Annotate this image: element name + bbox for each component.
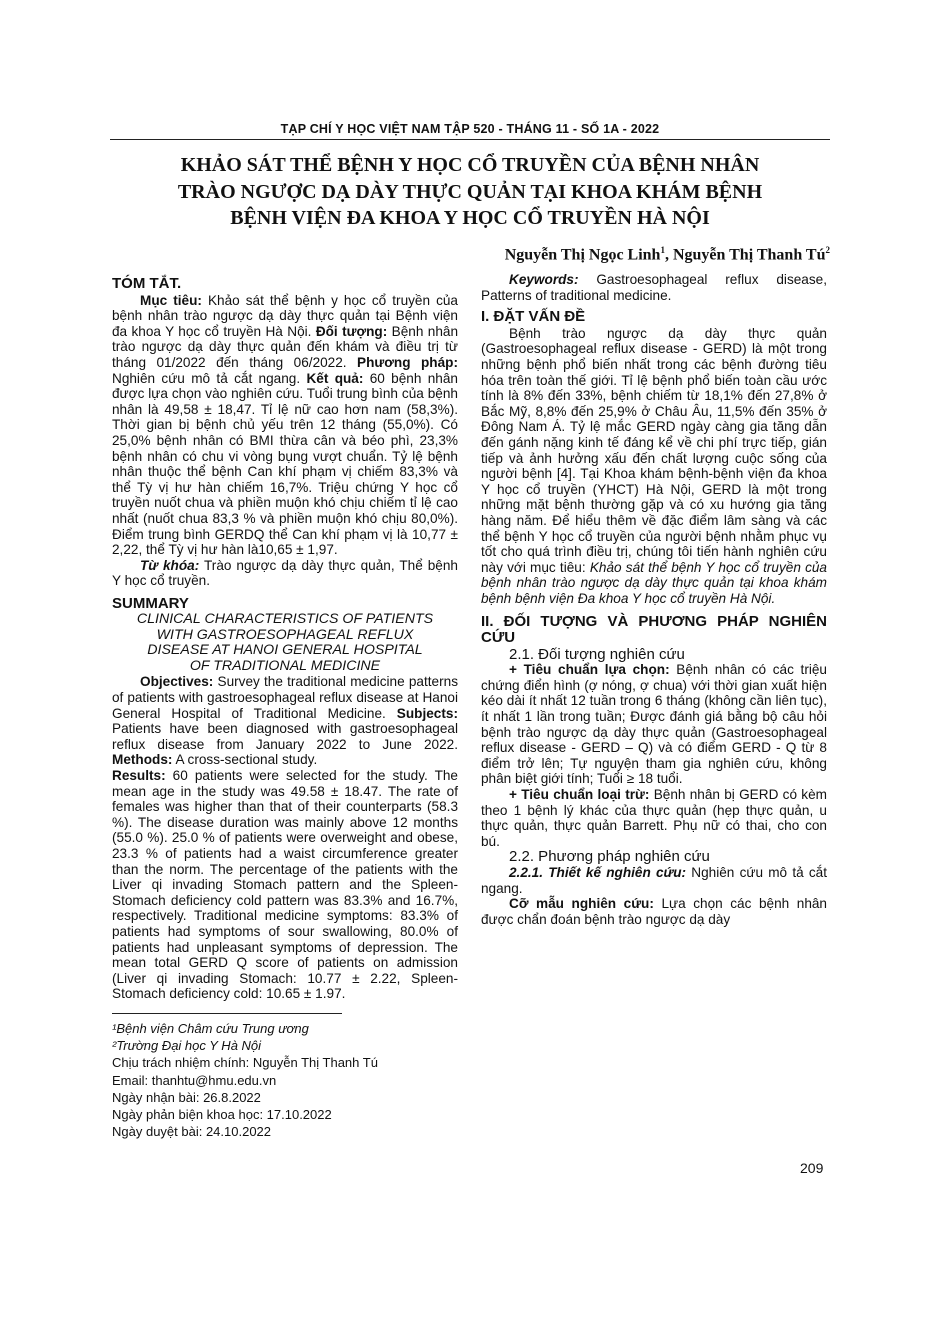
section-2-heading: II. ĐỐI TƯỢNG VÀ PHƯƠNG PHÁP NGHIÊN CỨU [481, 613, 827, 647]
subjects-text: Bệnh nhân trào ngược dạ dày thực quản đến khám và điều trị từ tháng 01/2022 đến tháng 06/2022. [112, 323, 459, 370]
results-en-text: 60 patients were selected for the study. The mean age in the study was 49.58 ± 18.47. The rate of females was higher than that of their counterparts (58.3 %). The disease duration was mainly above 12 months (55.0 %). 25.0 % of patients were overweight and obese, 23.3 % of patients had a waist circumference greater than the norm. The percentage of the patients with the Liver qi invading Stomach pattern and the Spleen-Stomach deficiency cold pattern was 83.3% and 16.7%, respectively. Traditional medicine symptoms: 83.3% of patients had symptoms of sour swallowing, 80.0% of patients had unpleasant symptoms of depression. The mean total GERD Q score of patients on admission (Liver qi invading Stomach: 10.77 ± 2.22, Spleen-Stomach deficiency cold: 10.65 ± 1.97. [112, 768, 458, 1002]
inclusion-text: Bệnh nhân có các triệu chứng điển hình (ợ nóng, ợ chua) với thời gian xuất hiện kéo dài ít nhất 12 tuần trong 6 tháng (không cần liên tục), ít nhất 1 lần trong tuần; Được đánh giá bằng bộ câu hỏi bệnh trào ngược dạ dày thực quản (Gastroesophageal reflux disease - GERD – Q) và có điểm GERD - Q từ 8 điểm trở lên; Tự nguyện tham gia nghiên cứu, không phân biệt giới tính; Tuổi ≥ 18 tuổi. [481, 662, 827, 787]
results-en-label: Results: [112, 768, 166, 784]
footnote-reviewed: Ngày phản biện khoa học: 17.10.2022 [112, 1107, 332, 1123]
objectives-label: Objectives: [140, 674, 214, 690]
abstract-heading: TÓM TẮT. [112, 275, 182, 292]
footnote-affiliation-2: ²Trường Đại học Y Hà Nội [112, 1038, 262, 1054]
exclusion-criteria [481, 787, 827, 849]
subjects-label: Đối tượng: [311, 323, 388, 339]
affiliation-mark: 1 [660, 245, 665, 255]
method-label: Phương pháp: [346, 354, 458, 370]
results-label: Kết quả: [300, 370, 364, 386]
exclusion-label: + Tiêu chuẩn loại trừ: [509, 787, 650, 802]
summary-title-line: DISEASE AT HANOI GENERAL HOSPITAL [147, 642, 423, 659]
intro-paragraph [481, 326, 827, 607]
header-rule [110, 139, 830, 140]
title-line: KHẢO SÁT THỂ BỆNH Y HỌC CỔ TRUYỀN CỦA BỆNH NHÂN [180, 154, 760, 176]
footnotes [112, 1020, 458, 1140]
results-text: 60 bệnh nhân được lựa chọn vào nghiên cứu. Tuổi trung bình của bệnh nhân là 49,58 ± 18,47. Tỉ lệ nữ cao hơn nam (58,3%). Thời gian bị bệnh chủ yếu trên 12 tháng (55,0%). Có 25,0% bệnh nhân có BMI thừa cân và béo phì, 23,3% bệnh nhân có chu vi vòng bụng vượt chuẩn. Tỷ lệ bệnh nhân thuộc thể bệnh Can khí phạm vị chiếm 83,3% và thể Tỳ vị hư hàn chiếm 16,7%. Triệu chứng Y học cổ truyền nuốt chua và phiền muộn khó chịu chiếm tỉ lệ cao nhất (nuốt chua 83,3 % và phiền muộn khó chịu 80,0%). Điểm trung bình GERDQ thể Can khí phạm vị là 10,77 ± 2,22, thể Tỳ vị hư hàn là10,65 ± 1,97. [112, 370, 458, 558]
subjects-en-label: Subjects: [385, 705, 458, 721]
keywords-text: Trào ngược dạ dày thực quản, Thể bệnh Y học cổ truyền. [112, 557, 458, 589]
design-label: 2.2.1. Thiết kế nghiên cứu: [509, 864, 687, 880]
objective-label: Mục tiêu: [140, 292, 202, 308]
subsection-2-1: 2.1. Đối tượng nghiên cứu [509, 645, 685, 663]
abstract-body [112, 293, 458, 558]
intro-aim: Khảo sát thể bệnh Y học cổ truyền của bệnh nhân trào ngược dạ dày thực quản tại khoa khám bệnh bệnh viện Đa khoa Y học cổ truyền Hà Nội. [481, 559, 827, 606]
subsection-2-2: 2.2. Phương pháp nghiên cứu [509, 848, 710, 866]
method-text: Nghiên cứu mô tả cắt ngang. [112, 370, 301, 386]
author-list [505, 245, 830, 264]
page-number: 209 [800, 1160, 824, 1176]
journal-header: TẠP CHÍ Y HỌC VIỆT NAM TẬP 520 - THÁNG 11 - SỐ 1A - 2022 [280, 122, 660, 136]
left-column [112, 272, 458, 1002]
sample-label: Cỡ mẫu nghiên cứu: [509, 896, 654, 912]
keywords-en-text: Gastroesophageal reflux disease, Patterns of traditional medicine. [481, 272, 827, 303]
summary-title-line: OF TRADITIONAL MEDICINE [189, 657, 381, 674]
author-separator: , [664, 246, 673, 264]
subjects-en-text: Patients have been diagnosed with gastroesophageal reflux disease from January 2022 to June 2022. [112, 721, 458, 752]
summary-title-line: CLINICAL CHARACTERISTICS OF PATIENTS [136, 611, 434, 628]
study-design [481, 865, 827, 896]
article-title [110, 152, 830, 232]
summary-body [112, 674, 458, 768]
inclusion-criteria [481, 662, 827, 787]
right-column [481, 272, 827, 927]
sample-text: Lựa chọn các bệnh nhân được chẩn đoán bệnh trào ngược dạ dày [481, 896, 827, 927]
keywords-en-label: Keywords: [509, 272, 579, 287]
title-line: BỆNH VIỆN ĐA KHOA Y HỌC CỔ TRUYỀN HÀ NỘI [230, 207, 710, 229]
author-2: Nguyễn Thị Thanh Tú [672, 246, 826, 264]
keywords-vi [112, 558, 458, 589]
objective-text: Khảo sát thể bệnh y học cổ truyền của bệnh nhân trào ngược dạ dày thực quản tại Bệnh viện đa khoa Y học cổ truyền Hà Nội. [112, 292, 458, 339]
summary-heading: SUMMARY [112, 594, 189, 612]
footnote-affiliation-1: ¹Bệnh viện Châm cứu Trung ương [112, 1021, 309, 1036]
summary-results [112, 768, 458, 1002]
footnote-rule [112, 1013, 342, 1014]
title-line: TRÀO NGƯỢC DẠ DÀY THỰC QUẢN TẠI KHOA KHÁM BỆNH [177, 180, 763, 203]
methods-label: Methods: [112, 752, 173, 768]
footnote-corresponding: Chịu trách nhiệm chính: Nguyễn Thị Thanh Tú [112, 1055, 378, 1071]
footnote-email: Email: thanhtu@hmu.edu.vn [112, 1072, 277, 1088]
inclusion-label: + Tiêu chuẩn lựa chọn: [509, 662, 670, 678]
affiliation-mark: 2 [825, 245, 830, 255]
summary-title-line: WITH GASTROESOPHAGEAL REFLUX [156, 626, 414, 643]
sample-size [481, 896, 827, 927]
exclusion-text: Bệnh nhân bị GERD có kèm theo 1 bệnh lý khác của thực quản (hẹp thực quản, u thực quản, thực quản Barrett. Phụ nữ có thai, cho con bú. [481, 787, 827, 849]
objectives-text: Survey the traditional medicine patterns of patients with gastroesophageal reflux disease at Hanoi General Hospital of Traditional Medicine. [112, 674, 458, 721]
summary-title [112, 612, 458, 674]
section-1-heading: I. ĐẶT VẤN ĐỀ [481, 308, 586, 326]
footnote-accepted: Ngày duyệt bài: 24.10.2022 [112, 1124, 272, 1140]
keywords-en [481, 272, 827, 303]
design-text: Nghiên cứu mô tả cắt ngang. [481, 864, 827, 896]
footnote-received: Ngày nhận bài: 26.8.2022 [112, 1089, 261, 1105]
author-1: Nguyễn Thị Ngọc Linh [504, 246, 661, 264]
keywords-label: Từ khóa: [140, 557, 200, 573]
intro-text: Bệnh trào ngược dạ dày thực quản (Gastroesophageal reflux disease - GERD) là một trong những bệnh phổ biến nhất trong các bệnh đường tiêu hóa trên toàn thế giới. Tỉ lệ bệnh phổ biến toàn cầu ước tính là 8% đến 33%, bệnh chiếm từ 18,1% đến 27,8% ở Bắc Mỹ, 8,8% đến 25,9% ở Châu Âu, 11,5% đến 35% ở Đông Nam Á. Tỷ lệ mắc GERD ngày càng gia tăng dẫn đến gánh nặng kinh tế đáng kể về chi phí trực tiếp, gián tiếp và ảnh hưởng xấu đến chất lượng cuộc sống của người bệnh [4]. Tại Khoa khám bệnh-bệnh viện đa khoa Y học cổ truyền (YHCT) Hà Nội, GERD là một trong những mặt bệnh thường gặp và có xu hướng gia tăng hàng năm. Để hiểu thêm về đặc điểm lâm sàng và các thể bệnh Y học cổ truyền của người bệnh nhằm phục vụ tốt cho quá trình điều trị, chúng tôi tiến hành nghiên cứu này với mục tiêu: [481, 325, 827, 575]
methods-text: A cross-sectional study. [172, 752, 318, 768]
